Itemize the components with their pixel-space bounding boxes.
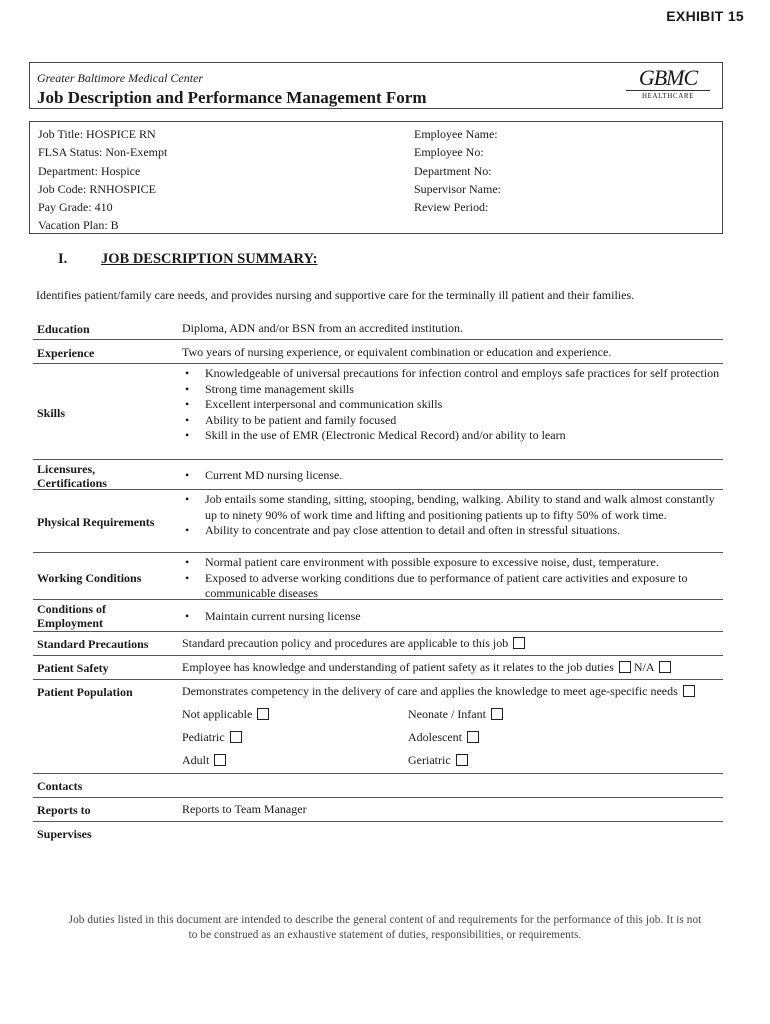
education-text: Diploma, ADN and/or BSN from an accredited institution. bbox=[182, 321, 463, 335]
job-title: Job Title: HOSPICE RN bbox=[38, 127, 156, 141]
row-standard-precautions bbox=[33, 632, 723, 656]
section-heading bbox=[58, 251, 317, 268]
geriatric-checkbox[interactable] bbox=[456, 754, 468, 766]
conditions-label-line: Conditions of bbox=[37, 602, 107, 616]
list-item: • Excellent interpersonal and communication skills bbox=[182, 397, 722, 413]
job-details bbox=[38, 127, 167, 237]
adolescent-checkbox[interactable] bbox=[467, 731, 479, 743]
exhibit-label: EXHIBIT 15 bbox=[666, 8, 744, 24]
option-not-applicable bbox=[182, 707, 269, 722]
employee-name-field: Employee Name: bbox=[414, 127, 498, 141]
department: Department: Hospice bbox=[38, 163, 141, 178]
physical-requirements-label: Physical Requirements bbox=[37, 515, 155, 529]
list-item: • Exposed to adverse working conditions due to performance of patient care activities and exposure to communicable diseases bbox=[182, 571, 722, 602]
option-adolescent bbox=[408, 730, 479, 745]
conditions-list bbox=[182, 609, 722, 625]
option-label: Adolescent bbox=[408, 730, 462, 744]
patient-population-content bbox=[182, 684, 722, 700]
supervises-label: Supervises bbox=[37, 827, 92, 841]
row-education bbox=[33, 318, 723, 340]
section-title: JOB DESCRIPTION SUMMARY: bbox=[101, 251, 318, 267]
pediatric-checkbox[interactable] bbox=[230, 731, 242, 743]
pay-grade: Pay Grade: 410 bbox=[38, 200, 113, 215]
patient-safety-na-checkbox[interactable] bbox=[659, 661, 671, 673]
employee-no-field: Employee No: bbox=[414, 145, 484, 160]
list-item: • Job entails some standing, sitting, stooping, bending, walking. Ability to stand and walk almost constantly up to ninety 90% of work time and lifting and positioning patients up to fifty 50% of work time. bbox=[182, 492, 722, 523]
row-conditions-of-employment bbox=[33, 600, 723, 632]
row-supervises bbox=[33, 822, 723, 846]
licensures-label-line: Licensures, bbox=[37, 462, 96, 476]
logo-subtitle: HEALTHCARE bbox=[626, 90, 710, 100]
education-label: Education bbox=[37, 322, 90, 336]
patient-safety-checkbox[interactable] bbox=[619, 661, 631, 673]
vacation-plan: Vacation Plan: B bbox=[38, 218, 119, 233]
logo-mark: GBMC bbox=[638, 65, 698, 90]
working-conditions-label: Working Conditions bbox=[37, 571, 142, 585]
patient-safety-label: Patient Safety bbox=[37, 661, 109, 675]
conditions-label bbox=[37, 602, 106, 630]
supervisor-name-field: Supervisor Name: bbox=[414, 181, 501, 196]
disclaimer-footer bbox=[30, 913, 740, 943]
reports-to-label: Reports to bbox=[37, 803, 91, 817]
job-code: Job Code: RNHOSPICE bbox=[38, 181, 157, 196]
employee-details bbox=[414, 127, 501, 218]
working-conditions-list bbox=[182, 555, 722, 602]
row-reports-to bbox=[33, 798, 723, 822]
option-label: Neonate / Infant bbox=[408, 707, 486, 721]
row-experience bbox=[33, 340, 723, 364]
neonate-infant-checkbox[interactable] bbox=[491, 708, 503, 720]
option-pediatric bbox=[182, 730, 242, 745]
patient-population-text: Demonstrates competency in the delivery of care and applies the knowledge to meet age-specific needs bbox=[182, 684, 678, 698]
adult-checkbox[interactable] bbox=[214, 754, 226, 766]
row-physical-requirements bbox=[33, 490, 723, 553]
option-geriatric bbox=[408, 753, 468, 768]
review-period-field: Review Period: bbox=[414, 200, 489, 215]
patient-population-label: Patient Population bbox=[37, 685, 133, 699]
option-adult bbox=[182, 753, 226, 768]
standard-precautions-checkbox[interactable] bbox=[513, 637, 525, 649]
list-item: • Skill in the use of EMR (Electronic Medical Record) and/or ability to learn bbox=[182, 428, 722, 444]
form-title: Job Description and Performance Management Form bbox=[37, 88, 427, 107]
option-label: Geriatric bbox=[408, 753, 451, 767]
section-number: I. bbox=[58, 251, 68, 267]
row-skills bbox=[33, 364, 723, 460]
department-no-field: Department No: bbox=[414, 163, 492, 178]
experience-label: Experience bbox=[37, 346, 95, 360]
licensures-label bbox=[37, 462, 107, 490]
patient-safety-text: Employee has knowledge and understanding of patient safety as it relates to the job duties bbox=[182, 660, 614, 674]
form-header bbox=[29, 62, 723, 109]
option-label: Adult bbox=[182, 753, 210, 767]
not-applicable-checkbox[interactable] bbox=[257, 708, 269, 720]
licensures-label-line: Certifications bbox=[37, 476, 107, 490]
option-label: Pediatric bbox=[182, 730, 225, 744]
row-working-conditions bbox=[33, 553, 723, 600]
skills-list bbox=[182, 366, 722, 444]
list-item: • Normal patient care environment with possible exposure to excessive noise, dust, temperature. bbox=[182, 555, 722, 571]
standard-precautions-label: Standard Precautions bbox=[37, 637, 149, 651]
standard-precautions-text: Standard precaution policy and procedures are applicable to this job bbox=[182, 636, 509, 650]
row-patient-safety bbox=[33, 656, 723, 680]
contacts-label: Contacts bbox=[37, 779, 83, 793]
row-contacts bbox=[33, 774, 723, 798]
flsa-status: FLSA Status: Non-Exempt bbox=[38, 145, 168, 160]
list-item: • Knowledgeable of universal precautions for infection control and employs safe practices for self protection bbox=[182, 366, 722, 382]
reports-to-text: Reports to Team Manager bbox=[182, 802, 307, 816]
list-item: • Ability to concentrate and pay close attention to detail and often in stressful situations. bbox=[182, 523, 722, 539]
physical-requirements-list bbox=[182, 492, 722, 539]
list-item: • Current MD nursing license. bbox=[182, 468, 722, 484]
patient-safety-na-label: N/A bbox=[633, 660, 654, 674]
disclaimer-line: to be construed as an exhaustive statement of duties, responsibilities, or requirements. bbox=[188, 929, 582, 941]
conditions-label-line: Employment bbox=[37, 616, 103, 630]
licensures-list bbox=[182, 468, 722, 484]
skills-label: Skills bbox=[37, 406, 66, 420]
list-item: • Ability to be patient and family focused bbox=[182, 413, 722, 429]
row-licensures bbox=[33, 460, 723, 490]
organization-name: Greater Baltimore Medical Center bbox=[37, 71, 204, 85]
standard-precautions-content bbox=[182, 636, 722, 652]
list-item: • Maintain current nursing license bbox=[182, 609, 722, 625]
job-summary: Identifies patient/family care needs, and provides nursing and supportive care for the terminally ill patient and their families. bbox=[36, 288, 635, 302]
patient-safety-content bbox=[182, 660, 722, 676]
option-neonate-infant bbox=[408, 707, 503, 722]
option-label: Not applicable bbox=[182, 707, 253, 721]
job-info-box bbox=[29, 121, 723, 234]
list-item: • Strong time management skills bbox=[182, 382, 722, 398]
experience-text: Two years of nursing experience, or equivalent combination or education and experience. bbox=[182, 345, 612, 359]
row-patient-population bbox=[33, 680, 723, 774]
patient-population-checkbox[interactable] bbox=[683, 685, 695, 697]
disclaimer-line: Job duties listed in this document are intended to describe the general content of and requirements for the performance of this job. It is not bbox=[68, 914, 702, 926]
gbmc-logo bbox=[626, 67, 710, 100]
